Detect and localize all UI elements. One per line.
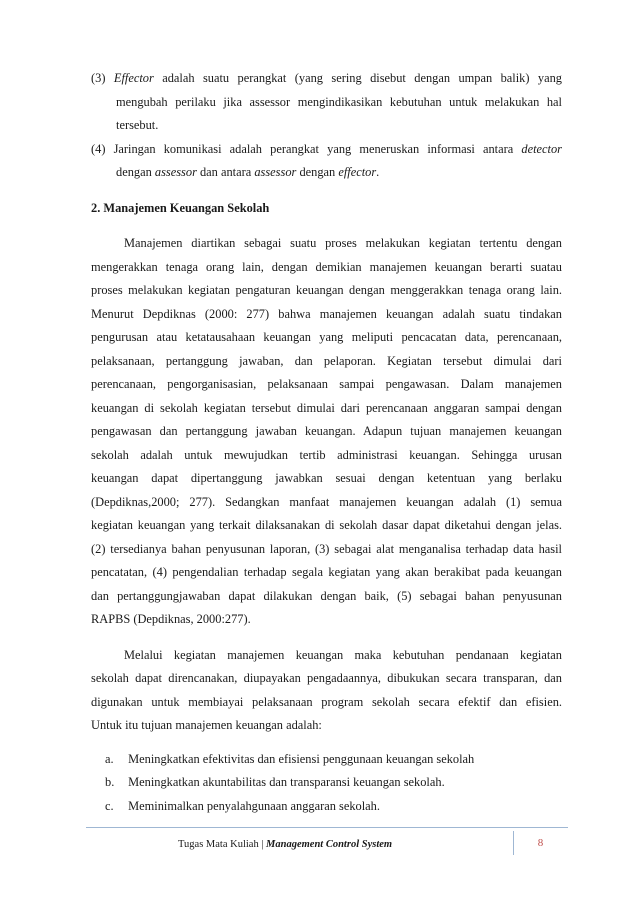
term-detector: detector [521, 141, 562, 156]
paragraph-gap [91, 632, 562, 644]
para-line: Menurut Depdiknas (2000: 277) bahwa manajemen keuangan adalah suatu tindakan [91, 306, 562, 321]
list-text: Jaringan komunikasi adalah perangkat yang meneruskan informasi antara [105, 141, 522, 156]
list-marker: (3) [91, 71, 106, 85]
para-line: keuangan di sekolah kegiatan tersebut dimulai dari perencanaan anggaran sampai dengan [91, 400, 562, 415]
para-line: (Depdiknas,2000; 277). Sedangkan manfaat manajemen keuangan adalah (1) semua [91, 494, 562, 509]
para-line: digunakan untuk membiayai pelaksanaan program sekolah secara efektif dan efisien. [91, 694, 562, 709]
para-line: mengerakkan tenaga orang lain, dengan demikian manajemen keuangan berarti suatau [91, 259, 562, 274]
list-item [91, 748, 562, 772]
para-line: Manajemen diartikan sebagai suatu proses melakukan kegiatan tertentu dengan [124, 236, 562, 250]
para-line: keuangan dapat dipertanggung jawabkan sesuai dengan ketentuan yang berlaku [91, 471, 562, 485]
list-line: tersebut. [116, 118, 159, 132]
footer-divider [86, 827, 568, 828]
para-line: kegiatan keuangan yang terkait dilaksanakan di sekolah dasar dapat diketahui dengan jelas. [91, 518, 562, 532]
list-marker: b. [105, 775, 115, 789]
para-line: sekolah dapat direncanakan, diupayakan pengadaannya, dibukukan secara transparan, dan [91, 671, 562, 685]
list-text: . [376, 165, 380, 179]
list-marker: (4) [91, 141, 106, 156]
para-line: dan pertanggungjawaban dapat dilakukan dengan baik, (5) sebagai bahan penyusunan [91, 588, 562, 603]
para-line: (2) tersedianya bahan penyusunan laporan, (3) sebagai alat menganalisa terhadap data hasil [91, 541, 562, 556]
list-item-4 [91, 138, 562, 185]
footer-title [178, 839, 392, 850]
list-line [91, 138, 562, 162]
list-marker: c. [105, 798, 114, 813]
para-line: sekolah adalah untuk mewujudkan tertib administrasi keuangan. Sehingga urusan [91, 447, 562, 462]
footer-course: Tugas Mata Kuliah | [178, 839, 267, 850]
page-number: 8 [513, 831, 567, 855]
objectives-list [91, 748, 562, 819]
term-effector: effector [338, 165, 377, 179]
list-text: dan antara [196, 165, 255, 179]
para-line: pelaksanaan, pertanggung jawaban, dan pelaporan. Kegiatan tersebut dimulai dari [91, 353, 562, 368]
para-line: pencatatan, (4) pengendalian terhadap segala kegiatan yang akan berakibat pada keuangan [91, 565, 562, 579]
list-text: adalah suatu perangkat (yang sering disebut dengan umpan balik) yang [153, 71, 562, 85]
term-assessor: assessor [154, 165, 197, 179]
list-item [91, 771, 562, 795]
list-marker: a. [105, 751, 114, 766]
list-line [91, 161, 562, 185]
list-text: dengan [296, 165, 339, 179]
term-assessor: assessor [254, 165, 297, 179]
list-line: mengubah perilaku jika assessor mengindikasikan kebutuhan untuk melakukan hal [116, 94, 562, 109]
term-effector: Effector [113, 71, 154, 85]
para-line: Untuk itu tujuan manajemen keuangan adalah: [91, 718, 322, 732]
list-text: Meminimalkan penyalahgunaan anggaran sekolah. [128, 798, 380, 813]
list-text: Meningkatkan efektivitas dan efisiensi penggunaan keuangan sekolah [128, 751, 475, 766]
paragraph-1 [91, 232, 562, 632]
page-body [91, 67, 562, 818]
para-line: Melalui kegiatan manajemen keuangan maka kebutuhan pendanaan kegiatan [124, 647, 562, 662]
para-line: pengurusan atau ketatausahaan keuangan yang meliputi pencacatan data, perencanaan, [91, 330, 562, 344]
paragraph-2 [91, 644, 562, 738]
para-line: perencanaan, pengorganisasian, pelaksanaan sampai pengawasan. Dalam manajemen [91, 377, 562, 391]
footer-subject: Management Control System [266, 839, 393, 850]
list-text: Meningkatkan akuntabilitas dan transparansi keuangan sekolah. [128, 775, 445, 789]
list-item [91, 795, 562, 819]
list-text: dengan [116, 165, 155, 179]
section-heading: 2. Manajemen Keuangan Sekolah [91, 200, 270, 215]
para-line: proses melakukan kegiatan pengaturan keuangan dengan menggerakkan tenaga orang lain. [91, 283, 562, 297]
list-item-3 [91, 67, 562, 138]
para-line: RAPBS (Depdiknas, 2000:277). [91, 612, 251, 626]
list-line [91, 67, 562, 91]
para-line: pengawasan dan pertanggung jawaban keuangan. Adapun tujuan manajemen keuangan [91, 424, 562, 438]
